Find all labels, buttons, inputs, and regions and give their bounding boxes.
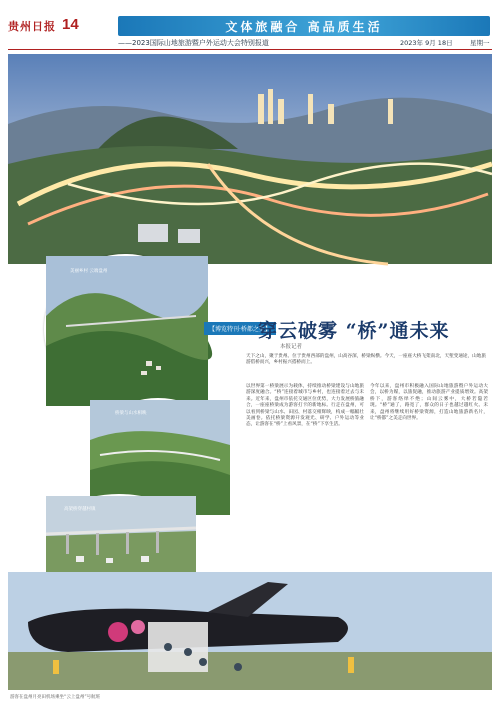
airport-image bbox=[8, 572, 492, 690]
photo-caption-1: 美丽乡村 云端盘州 bbox=[70, 269, 108, 274]
photo-caption-3: 高架桥穿越村镇 bbox=[64, 507, 96, 512]
article-lede: 天下之山，聚于贵州。位于贵州西部的盘州，山高谷深，桥梁纵横。今天，一座座大桥飞架南北，天堑变通途，山地旅游借桥而兴，乡村振兴搭桥而上。 bbox=[246, 354, 486, 366]
newspaper-logo: 贵州日报 bbox=[8, 20, 56, 33]
hero-image bbox=[8, 54, 492, 264]
page-number: 14 bbox=[62, 16, 79, 33]
issue-date: 2023年 9月 18日 bbox=[400, 39, 453, 47]
airport-photo bbox=[8, 572, 492, 690]
mountain-village-photo bbox=[44, 254, 206, 404]
bottom-photo-caption: 游客在盘州月亮田机场乘坐“云上盘州”号航班 bbox=[10, 695, 101, 700]
photo-caption-2: 桥梁与山水相映 bbox=[115, 411, 147, 416]
article-column-2: 今年以来，盘州市积极融入国际山地旅游暨户外运动大会，以桥为媒，以旅促融，推动旅游产业提质增效。高架桥下，游客络绎不绝；山间云雾中，大桥若隐若现。“桥”通了，路宽了，群众的日子也越过越红火。未来，盘州将继续用好桥梁资源，打造山地旅游新名片，让“桥都”之美走向世界。 bbox=[370, 384, 488, 422]
article-column-1: 以世界第一桥梁展示为载体，持续推动桥梁建设与山地旅游深度融合。“桥”连接着城市与乡村，也连接着过去与未来。近年来，盘州市依托交通区位优势，大力发展桥旅融合，一座座桥梁成为游客打卡的新地标。行走在盘州，可以看到桥梁与山水、田园、村落交相辉映，构成一幅幅壮美画卷。依托桥梁资源开发观光、研学、户外运动等业态，让游客在“桥”上看风景，在“桥”下享生活。 bbox=[246, 384, 364, 428]
issue-weekday: 星期一 bbox=[470, 39, 490, 47]
article-byline: 本报记者 bbox=[280, 344, 303, 350]
masthead-rule bbox=[8, 49, 492, 50]
section-title: 文体旅融合 高品质生活 bbox=[225, 20, 383, 34]
article-headline: 穿云破雾 “桥”通未来 bbox=[258, 320, 450, 342]
section-subtitle: ——2023国际山地旅游暨户外运动大会特别报道 bbox=[118, 39, 269, 47]
mountain-village-image bbox=[46, 256, 208, 406]
article-kicker: 【博览特刊·桥都之美】 bbox=[204, 322, 276, 335]
hero-caption: 夜色中的盘州 立交桥 bbox=[368, 295, 410, 300]
section-banner bbox=[118, 16, 490, 36]
masthead bbox=[0, 0, 500, 50]
